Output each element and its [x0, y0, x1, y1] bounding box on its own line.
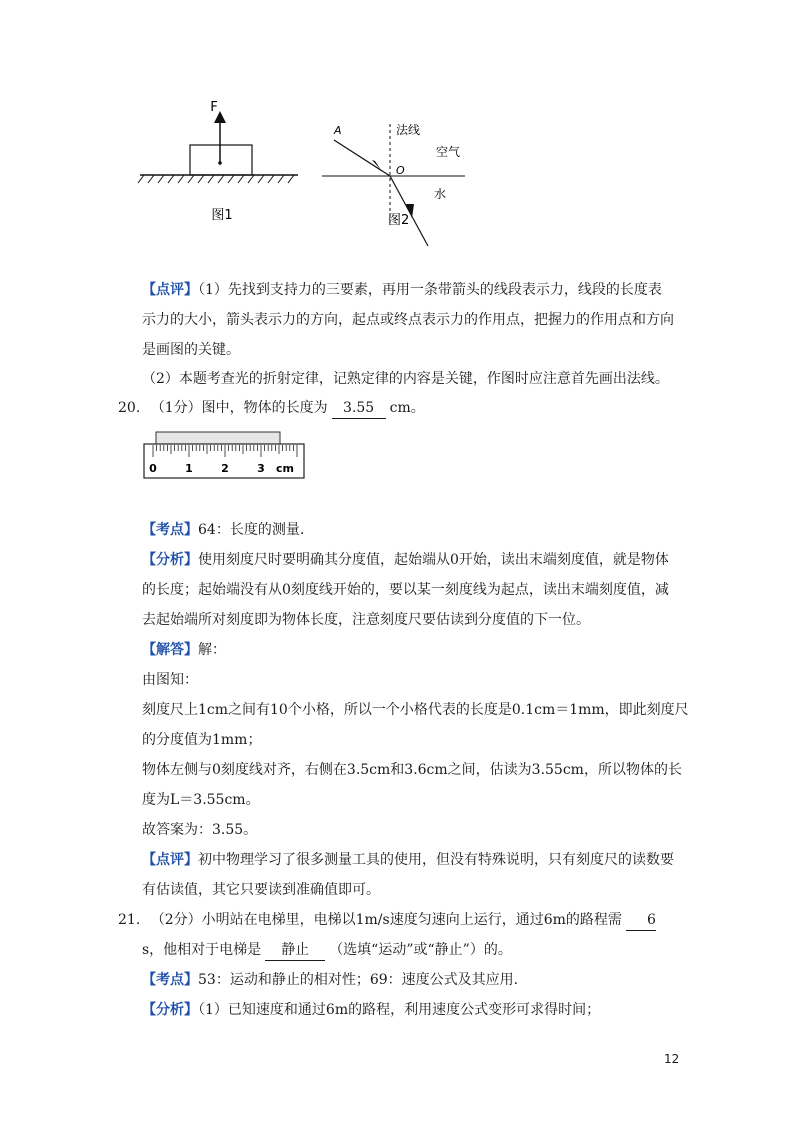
q20-kaodian: 【考点】64：长度的测量. [142, 522, 305, 538]
q21-fenxi: 【分析】（1）已知速度和通过6m的路程，利用速度公式变形可求得时间； [142, 1002, 601, 1018]
question-20: 20. （1分）图中，物体的长度为 3.55 cm。 [118, 398, 425, 419]
tick-label-0: 0 [149, 462, 157, 475]
point-o-label: O [396, 164, 405, 177]
page-number: 12 [664, 1052, 680, 1066]
q21-kaodian: 【考点】53：运动和静止的相对性；69：速度公式及其应用. [142, 972, 519, 988]
review-tag: 【点评】 [142, 282, 198, 298]
answer-blank-2: 静止 [265, 940, 325, 961]
figure-2 [320, 118, 470, 253]
q20-solution-6: 故答案为：3.55。 [142, 822, 258, 838]
review19-line4: （2）本题考查光的折射定律，记熟定律的内容是关键，作图时应注意首先画出法线。 [142, 371, 669, 387]
tick-label-1: 1 [185, 462, 193, 475]
q20-solution-2: 刻度尺上1cm之间有10个小格，所以一个小格代表的长度是0.1cm＝1mm，即此刻度尺 [142, 702, 689, 718]
force-label: F [210, 100, 218, 115]
q20-jieda: 【解答】解： [142, 642, 226, 658]
review19-line2: 示力的大小，箭头表示力的方向，起点或终点表示力的作用点，把握力的作用点和方向 [142, 312, 674, 328]
water-label: 水 [434, 187, 447, 201]
ground-hatch [138, 175, 294, 183]
q20-dianping-2: 有估读值，其它只要读到准确值即可。 [142, 882, 380, 898]
tick-label-2: 2 [221, 462, 229, 475]
q20-solution-4: 物体左侧与0刻度线对齐，右侧在3.5cm和3.6cm之间，估读为3.55cm，所以物体的长 [142, 762, 682, 778]
ruler-figure [140, 428, 310, 484]
q20-fenxi-1: 【分析】使用刻度尺时要明确其分度值，起始端从0开始，读出末端刻度值，就是物体 [142, 552, 669, 568]
question-21-line2: s，他相对于电梯是 静止 （选填“运动”或“静止”）的。 [142, 940, 512, 961]
q20-solution-3: 的分度值为1mm； [142, 732, 262, 748]
incident-ray [334, 140, 390, 176]
air-label: 空气 [436, 145, 461, 159]
figure-2-caption: 图2 [388, 213, 410, 228]
figure-1 [130, 95, 310, 230]
question-number: 21. [118, 912, 141, 928]
ruler-unit: cm [276, 462, 294, 475]
review19-line3: 是画图的关键。 [142, 342, 240, 358]
normal-label: 法线 [396, 123, 421, 137]
q20-fenxi-2: 的长度；起始端没有从0刻度线开始的，要以某一刻度线为起点，读出末端刻度值，减 [142, 582, 669, 598]
point-a-label: A [334, 124, 342, 137]
question-number: 20. [118, 400, 141, 416]
action-point [218, 161, 222, 165]
q20-solution-1: 由图知： [142, 672, 198, 688]
q20-solution-5: 度为L＝3.55cm。 [142, 792, 260, 808]
figure-1-caption: 图1 [211, 208, 233, 223]
block [190, 145, 252, 175]
q20-fenxi-3: 去起始端所对刻度即为物体长度，注意刻度尺要估读到分度值的下一位。 [142, 612, 590, 628]
question-21: 21. （2分）小明站在电梯里，电梯以1m/s速度匀速向上运行，通过6m的路程需 6 [118, 910, 660, 931]
tick-label-3: 3 [257, 462, 265, 475]
answer-blank: 3.55 [332, 398, 386, 419]
answer-blank-1: 6 [626, 910, 656, 931]
review19-line1: 【点评】（1）先找到支持力的三要素，再用一条带箭头的线段表示力，线段的长度表 [142, 282, 662, 298]
q20-dianping-1: 【点评】初中物理学习了很多测量工具的使用，但没有特殊说明，只有刻度尺的读数要 [142, 852, 674, 868]
object-bar [156, 432, 280, 444]
